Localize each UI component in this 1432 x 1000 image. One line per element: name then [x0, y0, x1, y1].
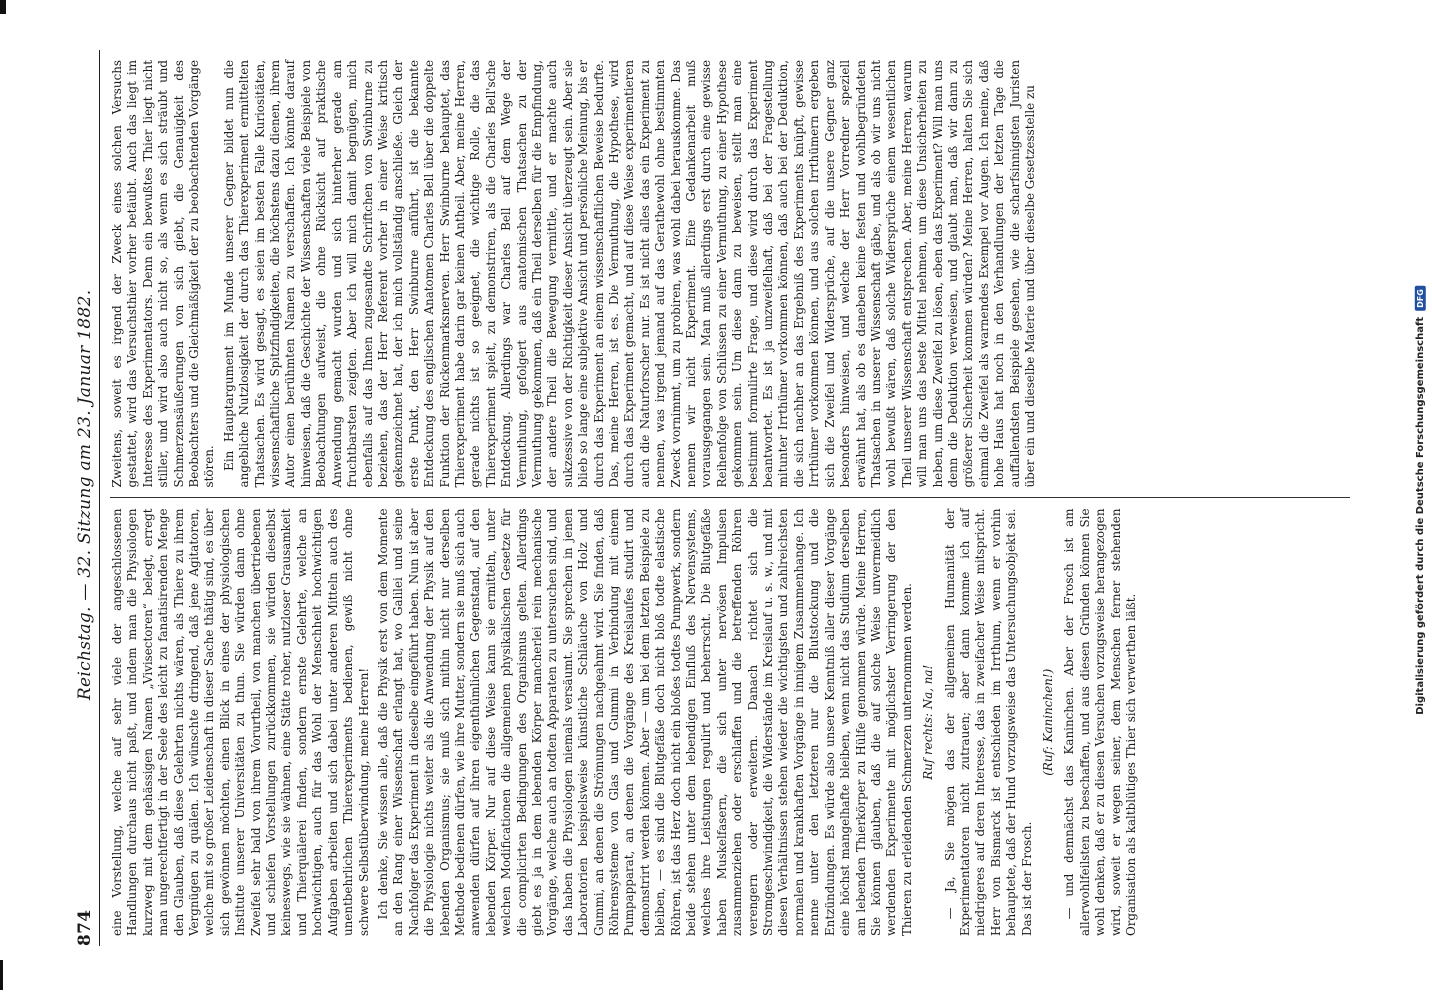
scan-artifact — [0, 0, 6, 14]
paragraph: eine Vorstellung, welche auf sehr viele der angeschlossenen Handlungen durchaus nicht paßt, und indem man die Physiologen kurzweg mit dem gehässigen Namen „Vivisectoren“ belegt, erregt man ungerechtfertigt in der Seele des leicht zu fanatisirenden Menge den Glauben, daß diese Gelehrten nichts wären, als Thiere zu ihrem Vergnügen zu quälen. Ich wünschte dringend, daß jene Agitatoren, welche mit so großer Leidenschaft in dieser Sache thätig sind, es über sich gewönnen möchten, einen Blick in eines der physiologischen Institute unserer Universitäten zu thun. Sie würden dann ohne Zweifel sehr bald von ihrem Vorurtheil, von manchen übertriebenen und schiefen Vorstellungen zurückkommen, sie würden dieselbst keineswegs, wie sie wähnen, eine Stätte roher, nutzloser Grausamkeit und Thierquälerei finden, sondern ernste Gelehrte, welche an hochwichtigen, auch für das Wohl der Menschheit hochwichtigen Aufgaben arbeiten und sich dabei unter anderen Mitteln auch des unentbehrlichen Thierexperiments bedienen, gewiß nicht ohne schwere Selbstüberwindung, meine Herren! — [110, 508, 371, 936]
column-right — [110, 50, 1350, 498]
paragraph: Ich denke, Sie wissen alle, daß die Physik erst von dem Momente an den Rang einer Wissenschaft erlangt hat, wo Galilei und seine Nachfolger das Experiment in dieselbe eingeführt haben. Nun ist aber die Physiologie nichts weiter als die Anwendung der Physik auf den lebenden Organismus; sie muß sich mithin nicht nur derselben Methode bedienen dürfen, wie ihre Mutter, sondern sie muß sich auch anwenden dürfen auf ihren eigenthümlichen Gegenstand, auf den lebenden Körper. Nur auf diese Weise kann sie ermitteln, unter welchen Modificationen die allgemeinen physikalischen Gesetze für die complicirten Bedingungen des Organismus gelten. Allerdings giebt es ja in dem lebenden Körper mancherlei rein mechanische Vorgänge, welche auch an todten Apparaten zu untersuchen sind, und das haben die Physiologen niemals versäumt. Sie sprechen in jenen Laboratorien beispielsweise künstliche Schläuche von Holz und Gummi, an denen die Strömungen nachgeahmt wird. Sie finden, daß Röhrensysteme von Glas und Gummi in Verbindung mit einem Pumpapparat, an denen die Vorgänge des Kreislaufes studirt und demonstrirt werden können. Aber — um bei dem letzten Beispiele zu bleiben, — es sind die Blutgefäße doch nicht bloß todte elastische Röhren, ist das Herz doch nicht ein bloßes todtes Pumpwerk, sondern beide stehen unter dem lebendigen Einfluß des Nervensystems, welches ihre Leistungen regulirt und beherrscht. Die Blutgefäße haben Muskelfasern, die sich unter nervösen Impulsen zusammenziehen oder erschlaffen und die betreffenden Röhren verengern oder erweitern. Danach richtet sich die Stromgeschwindigkeit, die Widerstände im Kreislauf u. s. w., und mit diesen Verhältnissen stehen wieder die wichtigsten und zahlreichsten normalen und krankhaften Vorgänge in innigem Zusammenhange. Ich nenne unter den letzteren nur die Blutstockung und die Entzündungen. Es würde also unsere Kenntniß aller dieser Vorgänge eine höchst mangelhafte bleiben, wenn nicht das Studium derselben am lebenden Thierkörper zu Hülfe genommen würde. Meine Herren, Sie können glauben, daß die auf solche Weise unvermeidlich werdenden Experimente mit möglichster Verringerung der den Thieren zu erleidenden Schmerzen unternommen werden. — [375, 508, 914, 936]
credit-text: Digitalisierung gefördert durch die Deutsche Forschungsgemeinschaft — [1414, 316, 1426, 715]
digitization-credit — [1410, 0, 1430, 1000]
paragraph: — Ja, Sie mögen das der allgemeinen Humanität der Experimentatoren nicht zutrauen; aber dann komme ich auf niedrigeres auf deren Interesse, das in zweifacher Weise mitspricht. Herr von Bismarck ist entschieden im Irrthum, wenn er vorhin behauptete, daß der Hund vorzugsweise das Untersuchungsobjekt sei. Das ist der Frosch. — [942, 508, 1034, 936]
rotated-page — [31, 20, 1401, 980]
paragraph: — und demnächst das Kaninchen. Aber der Frosch ist am allerwohlfeilsten zu beschaffen, und aus diesen Gründen können Sie wohl denken, daß er zu diesen Versuchen vorzugsweise herangezogen wird, soweit er wegen seiner, dem Menschen ferner stehenden Organisation als kaltblütiges Thier sich verwerthen läßt. — [1062, 508, 1138, 936]
interjection: (Ruf: Kaninchen!) — [1040, 668, 1055, 776]
interjection: Ruf rechts: Na, na! — [921, 664, 936, 780]
page-number: 874 — [75, 909, 95, 946]
column-left — [110, 499, 1350, 947]
running-head — [75, 50, 100, 946]
paragraph: Zweitens, soweit es irgend der Zweck eines solchen Versuchs gestattet, wird das Versuchsthier vorher betäubt. Auch das liegt im Interesse des Experimentators. Denn ein bewußtes Thier liegt nicht stiller, und wird also auch nicht so, als wenn es sich sträubt und Schmerzensäußerungen von sich giebt, die Genauigkeit des Beobachters und die Gleichmäßigkeit der zu beobachtenden Vorgänge stören. — [110, 60, 217, 488]
scan-artifact — [0, 960, 3, 990]
page-title: Reichstag. — 32. Sitzung am 23. Januar 1882. — [75, 289, 95, 701]
text-columns — [110, 50, 1350, 946]
paragraph: Ein Hauptargument im Munde unserer Gegner bildet nun die angebliche Nutzlosigkeit der durch das Thierexperiment ermittelten Thatsachen. Es wird gesagt, es seien im besten Falle Kuriositäten, wissenschaftliche Spitzfindigkeiten, die höchstens dazu dienen, ihrem Autor einen berühmten Namen zu verschaffen. Ich könnte darauf hinweisen, daß die Geschichte der Wissenschaften viele Beispiele von Beobachtungen aufweist, die ohne Rücksicht auf praktische Anwendung gemacht wurden und sich hinterher gerade am fruchtbarsten zeigten. Aber ich will mich damit begnügen, mich ebenfalls auf das Ihnen zugesandte Schriftchen von Swinburne zu beziehen, das der Herr Referent vorher in einer Weise kritisch gekennzeichnet hat, der ich mich vollständig anschließe. Gleich der erste Punkt, den Herr Swinburne anführt, ist die bekannte Entdeckung des englischen Anatomen Charles Bell über die doppelte Funktion der Rückenmarksnerven. Herr Swinburne behauptet, das Thierexperiment habe darin gar keinen Antheil. Aber, meine Herren, gerade nichts ist so geeignet, die wichtige Rolle, die das Thierexperiment spielt, zu demonstriren, als die Charles Bell'sche Entdeckung. Allerdings war Charles Bell auf dem Wege der Vermuthung, gefolgert aus anatomischen Thatsachen zu der Vermuthung gekommen, daß ein Theil derselben für die Empfindung, der andere Theil die Bewegung vermittle, und er machte auch sukzessive von der Richtigkeit dieser Ansicht überzeugt sein. Aber sie blieb so lange eine subjektive Ansicht und persönliche Meinung, bis er durch das Experiment an einem wissenschaftlichen Beweise bedurfte. Das, meine Herren, ist es. Die Vermuthung, die Hypothese, wird durch das Experiment gemacht, und auf diese Weise experimentieren auch die Naturforscher nur. Es ist nicht alles das ein Experiment zu nennen, was irgend jemand auf das Gerathewohl ohne bestimmten Zweck vornimmt, um zu probiren, was wohl dabei herauskomme. Das nennen wir nicht Experiment. Eine Gedankenarbeit muß vorausgegangen sein. Man muß allerdings erst durch eine gewisse Reihenfolge von Schlüssen zu einer Vermuthung, zu einer Hypothese gekommen sein. Um diese dann zu beweisen, stellt man eine bestimmt formulirte Frage, und diese wird durch das Experiment beantwortet. Es ist ja unzweifelhaft, daß bei der Fragestellung mitunter Irrthümer vorkommen können, daß auch bei der Deduktion, die sich nachher an das Ergebniß des Experiments knüpft, gewisse Irrthümer vorkommen können, und aus solchen Irrthümern ergeben sich die Zweifel und Widersprüche, auf die unsere Gegner ganz besonders hinweisen, und welche der Herr Vorredner speziell erwähnt hat, als ob es daneben keine festen und wohlbegründeten Thatsachen in unserer Wissenschaft gäbe, und als ob wir uns nicht wohl bewußt wären, daß solche Widersprüche einem wesentlichen Theil unserer Wissenschaft entsprechen. Aber, meine Herren, warum will man uns das beste Mittel nehmen, um diese Unsicherheiten zu heben, um diese Zweifel zu lösen, eben das Experiment? Will man uns denn die Deduktion verweisen, und glaubt man, daß wir dann zu größerer Sicherheit kommen würden? Meine Herren, halten Sie sich einmal die Zweifel als warnendes Exempel vor Augen. Ich meine, daß hohe Haus hat noch in den Verhandlungen der letzten Tage die auffallendsten Beispiele gesehen, wie die scharfsinnigsten Juristen über ein und dieselbe Materie und über dieselbe Gesetzesstelle zu — [221, 60, 1037, 488]
dfg-logo-badge: DFG — [1415, 286, 1426, 311]
